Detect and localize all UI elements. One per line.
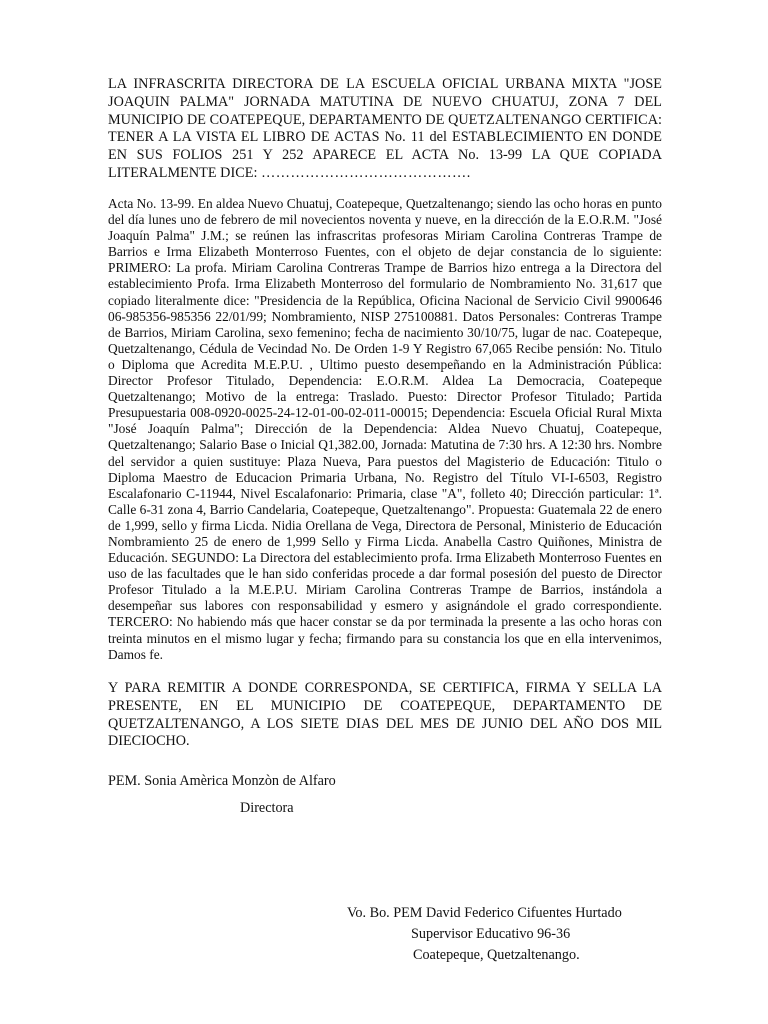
- signatory-title: Directora: [240, 800, 294, 816]
- certification-header: [108, 76, 662, 183]
- certification-header-dots: …………………………………….: [261, 164, 471, 181]
- acta-body: Acta No. 13-99. En aldea Nuevo Chuatuj, Coatepeque, Quetzaltenango; siendo las ocho horas en punto del día lunes uno de febrero de mil novecientos noventa y nueve, en la dirección de la E.O.R.M. "José Joaquín Palma" J.M.; se reúnen las infrascritas profesoras Miriam Carolina Contreras Trampe de Barrios e Irma Elizabeth Monterroso Fuentes, con el objeto de dejar constancia de lo siguiente: PRIMERO: La profa. Miriam Carolina Contreras Trampe de Barrios hizo entrega a la Directora del establecimiento Profa. Irma Elizabeth Monterroso del formulario de Nombramiento No. 31,617 que copiado literalmente dice: "Presidencia de la República, Oficina Nacional de Servicio Civil 9900646 06-985356-985356 22/01/99; Nombramiento, NISP 275100881. Datos Personales: Contreras Trampe de Barrios, Miriam Carolina, sexo femenino; fecha de nacimiento 30/10/75, lugar de nac. Coatepeque, Quetzaltenango, Cédula de Vecindad No. De Orden 1-9 Y Registro 67,065 Recibe pensión: No. Titulo o Diploma que Acredita M.E.P.U. , Ultimo puesto desempeñando en la Administración Pública: Director Profesor Titulado, Dependencia: E.O.R.M. Aldea La Democracia, Coatepeque Quetzaltenango; Motivo de la entrega: Traslado. Puesto: Director Profesor Titulado; Partida Presupuestaria 008-0920-0025-24-12-01-00-02-011-00015; Dependencia: Escuela Oficial Rural Mixta "José Joaquín Palma"; Dirección de la Dependencia: Aldea Nuevo Chuatuj, Coatepeque, Quetzaltenango; Salario Base o Inicial Q1,382.00, Jornada: Matutina de 7:30 hrs. A 12:30 hrs. Nombre del servidor a quien sustituye: Plaza Nueva, Para puestos del Magisterio de Educación: Titulo o Diploma Maestro de Educacion Primaria Urbana, No. Registro del Título VI-I-6503, Registro Escalafonario C-11944, Nivel Escalafonario: Primaria, clase "A", folleto 40; Dirección particular: 1ª. Calle 6-31 zona 4, Barrio Candelaria, Coatepeque, Quetzaltenango". Propuesta: Guatemala 22 de enero de 1,999, sello y firma Licda. Nidia Orellana de Vega, Directora de Personal, Ministerio de Educación Nombramiento 25 de enero de 1,999 Sello y Firma Licda. Anabella Castro Quiñones, Ministra de Educación. SEGUNDO: La Directora del establecimiento profa. Irma Elizabeth Monterroso Fuentes en uso de las facultades que le han sido conferidas procede a dar formal posesión del puesto de Director Profesor Titulado a la M.E.P.U. Miriam Carolina Contreras Trampe de Barrios, instándola a desempeñar sus labores con responsabilidad y esmero y asignándole el grado correspondiente. TERCERO: No habiendo más que hacer constar se da por terminada la presente a las ocho horas con treinta minutos en el mismo lugar y fecha; firmando para su constancia los que en ella intervenimos, Damos fe.: [108, 196, 662, 662]
- signatory-name: PEM. Sonia Amèrica Monzòn de Alfaro: [108, 773, 336, 789]
- visto-bueno-location: Coatepeque, Quetzaltenango.: [413, 947, 580, 963]
- closing-paragraph: Y PARA REMITIR A DONDE CORRESPONDA, SE CERTIFICA, FIRMA Y SELLA LA PRESENTE, EN EL MUNICIPIO DE COATEPEQUE, DEPARTAMENTO DE QUETZALTENANGO, A LOS SIETE DIAS DEL MES DE JUNIO DEL AÑO DOS MIL DIECIOCHO.: [108, 680, 662, 750]
- visto-bueno-position: Supervisor Educativo 96-36: [411, 926, 571, 942]
- visto-bueno-name: Vo. Bo. PEM David Federico Cifuentes Hurtado: [347, 905, 622, 921]
- certification-header-text: LA INFRASCRITA DIRECTORA DE LA ESCUELA OFICIAL URBANA MIXTA "JOSE JOAQUIN PALMA" JORNADA MATUTINA DE NUEVO CHUATUJ, ZONA 7 DEL MUNICIPIO DE COATEPEQUE, DEPARTAMENTO DE QUETZALTENANGO CERTIFICA: TENER A LA VISTA EL LIBRO DE ACTAS No. 11 del ESTABLECIMIENTO EN DONDE EN SUS FOLIOS 251 Y 252 APARECE EL ACTA No. 13-99 LA QUE COPIADA LITERALMENTE DICE:: [108, 76, 662, 181]
